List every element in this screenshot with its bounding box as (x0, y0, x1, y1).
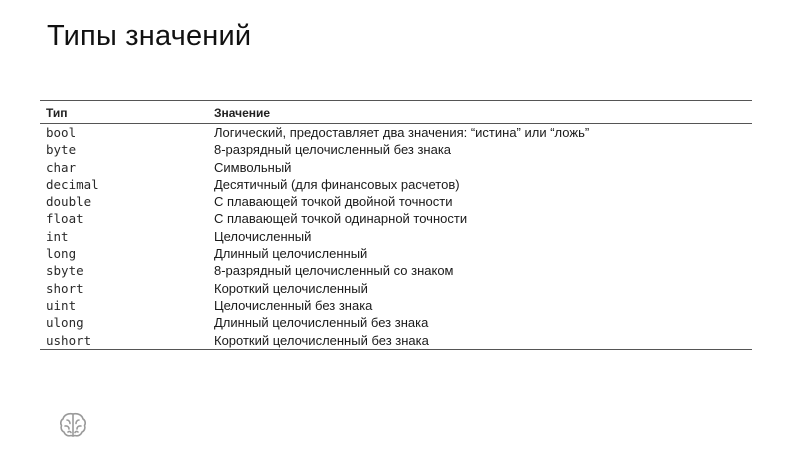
type-cell: ulong (46, 315, 84, 331)
table-row (40, 280, 752, 297)
table-row (40, 210, 752, 227)
table-row (40, 193, 752, 210)
type-cell: char (46, 159, 77, 175)
type-cell: uint (46, 297, 77, 313)
type-cell: long (46, 246, 77, 262)
column-header-meaning: Значение (214, 106, 271, 120)
meaning-cell: С плавающей точкой одинарной точности (214, 211, 468, 227)
meaning-cell: Логический, предоставляет два значения: “истина” или “ложь” (214, 125, 590, 140)
meaning-cell: Короткий целочисленный без знака (214, 332, 429, 348)
table-row (40, 159, 752, 176)
type-cell: float (46, 211, 84, 227)
table-row (40, 141, 752, 158)
type-cell: double (46, 194, 92, 210)
meaning-cell: 8-разрядный целочисленный со знаком (214, 263, 454, 279)
meaning-cell: С плавающей точкой двойной точности (214, 194, 453, 210)
table-row (40, 332, 752, 350)
table-row (40, 262, 752, 279)
meaning-cell: Целочисленный без знака (214, 297, 373, 313)
type-cell: sbyte (46, 263, 84, 279)
value-types-table (40, 100, 752, 350)
table-body (40, 124, 752, 350)
meaning-cell: Длинный целочисленный (214, 246, 368, 262)
type-cell: ushort (46, 332, 92, 348)
table-row (40, 245, 752, 262)
meaning-cell: Символьный (214, 159, 292, 175)
table-row (40, 297, 752, 314)
table-row (40, 228, 752, 245)
brain-icon (58, 410, 88, 440)
page-title: Типы значений (47, 20, 252, 52)
meaning-cell: Целочисленный (214, 228, 312, 244)
type-cell: short (46, 280, 84, 296)
type-cell: decimal (46, 176, 99, 192)
table-row (40, 124, 752, 142)
table-row (40, 314, 752, 331)
type-cell: int (46, 228, 69, 244)
meaning-cell: Длинный целочисленный без знака (214, 315, 429, 331)
meaning-cell: Десятичный (для финансовых расчетов) (214, 176, 460, 192)
table-header-row (40, 101, 752, 124)
meaning-cell: 8-разрядный целочисленный без знака (214, 142, 452, 158)
column-header-type: Тип (46, 106, 68, 120)
type-cell: byte (46, 142, 77, 158)
value-types-table-container (40, 100, 752, 350)
table-row (40, 176, 752, 193)
type-cell: bool (46, 125, 77, 140)
meaning-cell: Короткий целочисленный (214, 280, 368, 296)
